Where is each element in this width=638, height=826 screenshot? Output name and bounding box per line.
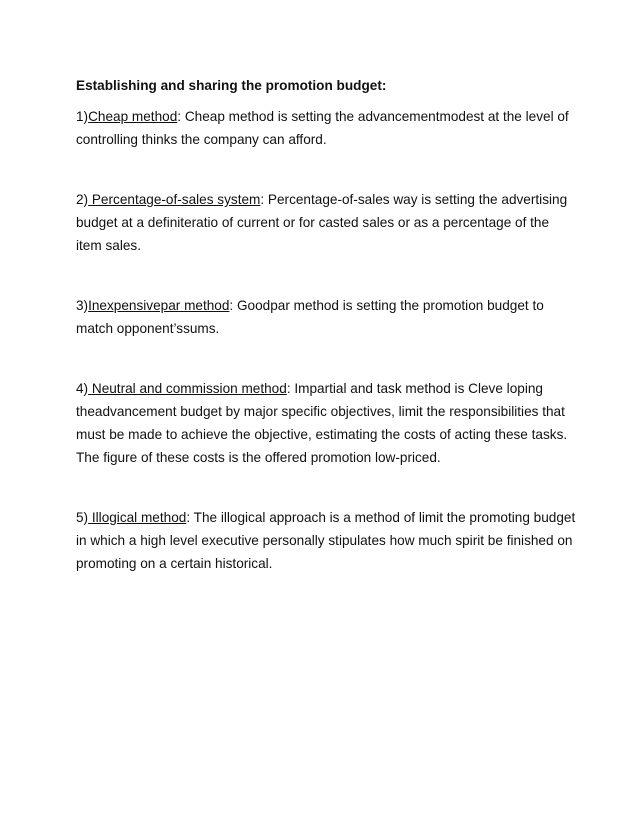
item-term: Inexpensivepar method [88,298,230,313]
item-description: : Cheap method is setting the advancementmodest at the level of controlling thinks the company can afford. [76,109,569,147]
item-description: : Percentage-of-sales way is setting the advertising budget at a definiteratio of current or for casted sales or as a percentage of the item sales. [76,192,568,253]
item-description: : Goodpar method is setting the promotion budget to match opponent’ssums. [76,298,544,336]
list-item [76,377,578,469]
item-number: 3) [76,298,89,313]
item-number: 1) [76,109,89,124]
item-description: : The illogical approach is a method of limit the promoting budget in which a high level executive personally stipulates how much spirit be finished on promoting on a certain historical. [76,510,576,571]
item-number: 2) [76,192,89,207]
list-item [76,506,578,575]
item-number: 5) [76,510,89,525]
list-item [76,294,578,340]
item-description: : Impartial and task method is Cleve loping theadvancement budget by major specific objectives, limit the responsibilities that must be made to achieve the objective, estimating the costs of acting these tasks. The figure of these costs is the offered promotion low-priced. [76,381,568,465]
document-heading: Establishing and sharing the promotion budget: [76,78,387,93]
item-term: Neutral and commission method [88,381,287,396]
item-term: Cheap method [88,109,178,124]
item-number: 4) [76,381,89,396]
list-item [76,188,578,257]
item-term: Percentage-of-sales system [88,192,261,207]
list-item [76,105,578,151]
item-term: Illogical method [88,510,187,525]
